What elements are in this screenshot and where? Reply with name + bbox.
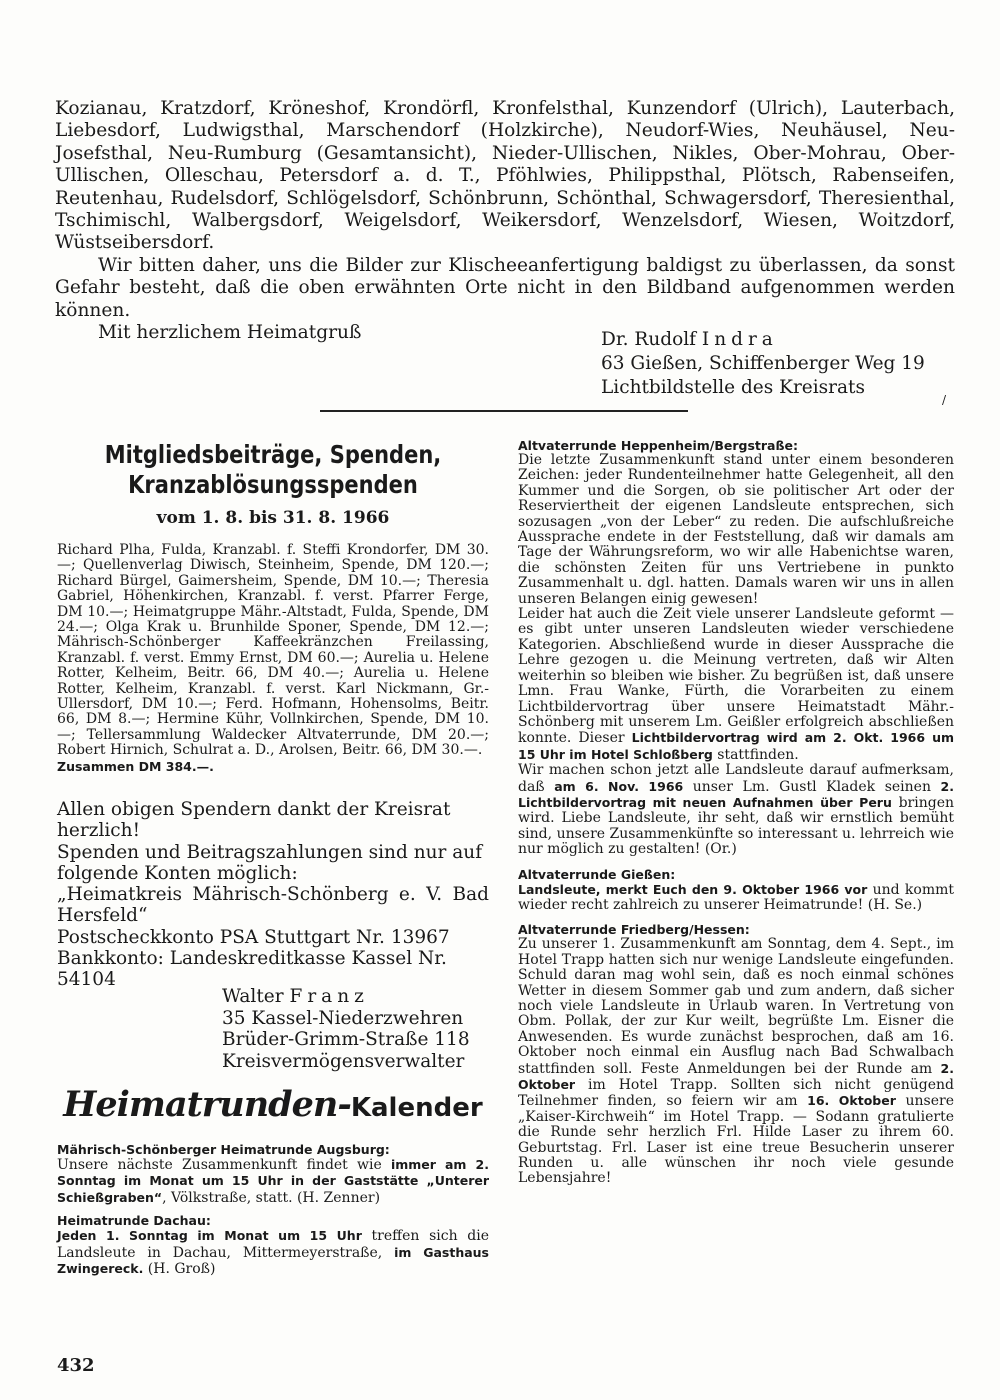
heppenheim-p2-bold: Lichtbildervortrag wird am 2. Okt. 1966 um 15 Uhr im Hotel Schloßberg bbox=[518, 730, 955, 762]
friedberg-text bbox=[518, 937, 954, 1187]
treasurer-first-name: Walter bbox=[222, 986, 284, 1007]
signature-block bbox=[601, 328, 925, 400]
treasurer-block bbox=[222, 986, 470, 1072]
dachau-text bbox=[57, 1228, 489, 1277]
intro-block bbox=[55, 98, 955, 344]
calendar-entries bbox=[57, 1142, 489, 1277]
signature-name bbox=[601, 328, 925, 352]
treasurer-last-name: Franz bbox=[289, 986, 369, 1007]
friedberg-text-3: unsere „Kaiser-Kirchweih“ im Hotel Trapp. — Sodann gratulierte die Runde sehr herzlich Frl. Hilde Laser zu ihrem 60. Geburtstag. Frl. Laser ist eine treue Besucherin unserer Runden u. alle wünschen ihr noch viele gesunde Lebensjahre! bbox=[518, 1093, 954, 1187]
account-name: „Heimatkreis Mährisch-Schönberg e. V. Bad Hersfeld“ bbox=[57, 884, 489, 927]
signature-office: Lichtbildstelle des Kreisrats bbox=[601, 377, 865, 398]
heppenheim-p3-text-3: bringen wird. Liebe Landsleute, ihr seht, daß wir ernstlich bemüht sind, unsere Zusammenkünfte so interessant u. lehrreich wie nur möglich zu gestalten! (Or.) bbox=[518, 794, 954, 858]
signature-address: 63 Gießen, Schiffenberger Weg 19 bbox=[601, 353, 925, 374]
dachau-bold-2: im Gasthaus Zwingereck. bbox=[57, 1244, 489, 1277]
donations-thanks: Allen obigen Spendern dankt der Kreisrat herzlich! bbox=[57, 799, 451, 842]
calendar-title-block: Kalender bbox=[350, 1093, 483, 1123]
augsburg-bold: immer am 2. Sonntag im Monat um 15 Uhr in der Gaststätte „Unterer Schießgraben“ bbox=[57, 1157, 489, 1205]
page-number: 432 bbox=[57, 1355, 95, 1376]
augsburg-heading: Mährisch-Schönberger Heimatrunde Augsburg: bbox=[57, 1142, 390, 1157]
postscheck-account: Postscheckkonto PSA Stuttgart Nr. 13967 bbox=[57, 926, 450, 948]
donations-heading-line2: Kranzablösungsspenden bbox=[128, 470, 418, 499]
treasurer-name bbox=[222, 986, 470, 1008]
friedberg-text-1: Zu unserer 1. Zusammenkunft am Sonntag, dem 4. Sept., im Hotel Trapp hatten sich nur wenige Landsleute eingefunden. Schuld daran mag wohl sein, daß es noch einmal schönes Wetter in diesem Sommer gab und zum andern, daß sicher noch viele Landsleute in Urlaub waren. In Vertretung von Obm. Pollak, der zur Kur weilt, begrüßte Lm. Eisner die Anwesenden. Es wurde zunächst besprochen, daß am 16. Oktober noch einmal ein Ausflug nach Bad Schwalbach stattfinden soll. Feste Anmeldungen bei der Runde am bbox=[518, 936, 954, 1077]
treasurer-city: 35 Kassel-Niederzwehren bbox=[222, 1007, 464, 1029]
dachau-heading: Heimatrunde Dachau: bbox=[57, 1213, 211, 1229]
bank-account: Bankkonto: Landeskreditkasse Kassel Nr. 54104 bbox=[57, 948, 447, 991]
dachau-text-2: (H. Groß) bbox=[143, 1261, 216, 1278]
donations-period: vom 1. 8. bis 31. 8. 1966 bbox=[156, 508, 390, 528]
signature-title: Dr. Rudolf bbox=[601, 329, 696, 350]
donations-entries: Richard Plha, Fulda, Kranzabl. f. Steffi Krondorfer, DM 30.—; Quellenverlag Diwisch, Steinheim, Spende, DM 120.—; Richard Bürgel, Gaimersheim, Spende, DM 10.—; Theresia Gabriel, Höhenkirchen, Kranzabl. f. verst. Pfarrer Ferge, DM 10.—; Heimatgruppe Mähr.-Altstadt, Fulda, Spende, DM 24.—; Olga Krak u. Brunhilde Sponer, Spende, DM 12.—; Mährisch-Schönberger Kaffeekränzchen Freilassing, Kranzabl. f. verst. Emmy Ernst, DM 60.—; Aurelia u. Helene Rotter, Kelheim, Beitr. 66, DM 40.—; Aurelia u. Helene Rotter, Kelheim, Kranzabl. f. verst. Karl Nickmann, Gr.-Ullersdorf, DM 10.—; Ferd. Hofmann, Hohensolms, Beitr. 66, DM 8.—; Hermine Kühr, Vollnkirchen, Spende, DM 10.—; Tellersammlung Waldecker Altvaterrunde, DM 20.—; Robert Hirnich, Schulrat a. D., Arolsen, Beitr. 66, DM 30.—. bbox=[57, 542, 489, 759]
heppenheim-paragraph-3 bbox=[518, 763, 954, 857]
signature-surname: Indra bbox=[701, 329, 778, 350]
heppenheim-p2-text-1: Leider hat auch die Zeit viele unserer Landsleute geformt — es gibt unter unseren Landsleuten wieder verschiedene Kategorien. Abschließend wurde in dieser Aussprache die Lehre gezogen u. die Meinung vertreten, daß wir Alten weiterhin so bleiben wie bisher. Zu begrüßen ist, daß unsere Lmn. Frau Wanke, Fürth, die Vorarbeiten zu einem Lichtbildervortrag über unsere Heimatstadt Mähr.-Schönberg mit unserem Lm. Geißler erfolgreich abschließen konnte. Dieser bbox=[518, 606, 954, 747]
augsburg-text-1: Unsere nächste Zusammenkunft findet wie bbox=[57, 1157, 382, 1173]
donations-heading-line1: Mitgliedsbeiträge, Spenden, bbox=[104, 440, 442, 469]
treasurer-role: Kreisvermögensverwalter bbox=[222, 1050, 465, 1072]
stray-mark: / bbox=[942, 393, 947, 407]
accounts-intro: Spenden und Beitragszahlungen sind nur auf folgende Konten möglich: bbox=[57, 841, 483, 884]
heppenheim-p3-text-2: unser Lm. Gustl Kladek seinen bbox=[683, 778, 941, 795]
donations-heading bbox=[57, 440, 489, 529]
greeting: Mit herzlichem Heimatgruß bbox=[98, 322, 362, 344]
donations-footer bbox=[57, 799, 489, 991]
augsburg-text bbox=[57, 1157, 489, 1206]
heppenheim-p2-text-2: stattfinden. bbox=[712, 746, 799, 763]
calendar-title bbox=[57, 1084, 489, 1125]
giessen-bold: Landsleute, merkt Euch den 9. Oktober 1966 vor bbox=[518, 881, 868, 897]
heppenheim-p3-text-1: Wir machen schon jetzt alle Landsleute darauf aufmerksam, daß bbox=[518, 762, 954, 795]
heppenheim-paragraph-1: Die letzte Zusammenkunft stand unter einem besonderen Zeichen: jeder Rundenteilnehmer hatte Gelegenheit, all den Kummer und die Sorgen, ob sie politischer Art oder der Reserviertheit der eigenen Landsleute entsprechen, sich sozusagen „von der Leber“ zu reden. Die aufschlußreiche Aussprache endete in der Feststellung, daß wir damals am Tage der Währungsreform, wo wir alle Habenichtse waren, die schönsten Zeiten für uns Vertriebene in punkto Zusammenhalt u. dgl. hatten. Damals waren wir uns in allen unseren Belangen einig gewesen! bbox=[518, 452, 954, 607]
donations-total: Zusammen DM 384.—. bbox=[57, 758, 214, 774]
right-column bbox=[518, 438, 954, 1187]
section-divider bbox=[320, 410, 688, 412]
heppenheim-paragraph-2 bbox=[518, 607, 954, 763]
dachau-text-1: treffen sich die Landsleute in Dachau, Mittermeyerstraße, bbox=[57, 1228, 489, 1261]
request-paragraph: Wir bitten daher, uns die Bilder zur Klischeeanfertigung baldigst zu überlassen, da sonst Gefahr besteht, daß die oben erwähnten Orte nicht in den Bildband aufgenommen werden können. bbox=[55, 254, 955, 321]
places-list: Kozianau, Kratzdorf, Kröneshof, Krondörfl, Kronfelsthal, Kunzendorf (Ulrich), Lauterbach, Liebesdorf, Ludwigsthal, Marschendorf (Holzkirche), Neudorf-Wies, Neuhäusel, Neu-Josefsthal, Neu-Rumburg (Gesamtansicht), Nieder-Ullischen, Nikles, Ober-Mohrau, Ober-Ullischen, Olleschau, Petersdorf a. d. T., Pföhlwies, Philippsthal, Plötsch, Rabenseifen, Reutenhau, Rudelsdorf, Schlögelsdorf, Schönbrunn, Schönthal, Schwagersdorf, Theresienthal, Tschimischl, Walbergsdorf, Weigelsdorf, Weikersdorf, Wenzelsdorf, Wiesen, Woitzdorf, Wüstseibersdorf. bbox=[55, 98, 955, 254]
friedberg-heading: Altvaterrunde Friedberg/Hessen: bbox=[518, 922, 750, 938]
heppenheim-p3-bold-1: am 6. Nov. 1966 bbox=[554, 778, 684, 794]
giessen-text-1: und kommt wieder recht zahlreich zu unserer Heimatrunde! (H. Se.) bbox=[518, 881, 954, 913]
giessen-text bbox=[518, 882, 954, 914]
heppenheim-p3-bold-2: 2. Lichtbildervortrag mit neuen Aufnahmen über Peru bbox=[518, 778, 954, 810]
calendar-title-script: Heimatrunden- bbox=[63, 1084, 351, 1125]
treasurer-street: Brüder-Grimm-Straße 118 bbox=[222, 1029, 470, 1050]
friedberg-bold-1: 2. Oktober bbox=[518, 1060, 954, 1093]
augsburg-text-2: , Völkstraße, statt. (H. Zenner) bbox=[162, 1189, 381, 1206]
giessen-heading: Altvaterrunde Gießen: bbox=[518, 866, 676, 882]
donations-list bbox=[57, 543, 489, 774]
friedberg-bold-2: 16. Oktober bbox=[807, 1093, 896, 1109]
dachau-bold-1: Jeden 1. Sonntag im Monat um 15 Uhr bbox=[57, 1228, 362, 1244]
heppenheim-heading: Altvaterrunde Heppenheim/Bergstraße: bbox=[518, 438, 798, 453]
friedberg-text-2: im Hotel Trapp. Sollten sich nicht genügend Teilnehmer finden, so feiern wir am bbox=[518, 1077, 954, 1110]
